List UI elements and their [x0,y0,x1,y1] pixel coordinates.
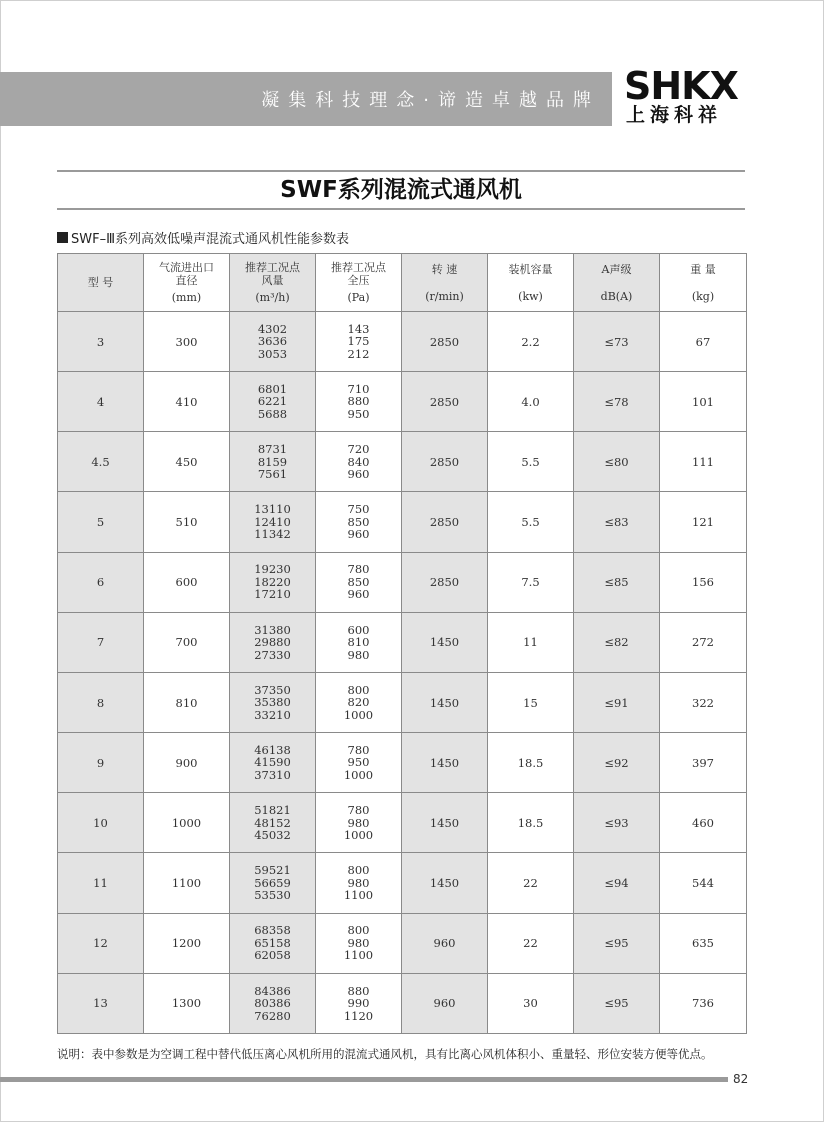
cell-power: 18.5 [488,733,574,793]
cell-pressure-value: 175 [347,334,370,349]
cell-model: 4 [58,372,144,432]
cell-pressure-value: 950 [347,406,370,421]
title-divider-bottom [57,208,745,210]
cell-flow-value: 33210 [254,707,291,722]
company-logo [624,64,748,128]
cell-pressure-value: 710 [347,381,370,396]
cell-flow-value: 68358 [254,923,291,938]
table-body [58,312,747,1034]
table-row [58,913,747,973]
cell-speed: 1450 [402,672,488,732]
cell-speed: 1450 [402,733,488,793]
cell-speed: 960 [402,973,488,1033]
cell-pressure-value: 780 [347,742,370,757]
cell-flow [230,853,316,913]
slogan-text: 凝集科技理念·谛造卓越品牌 [261,90,600,111]
cell-weight: 101 [660,372,747,432]
cell-pressure-value: 990 [347,996,370,1011]
cell-pressure-value: 1000 [343,707,374,722]
cell-flow-value: 3636 [257,334,288,349]
cell-flow-value: 6801 [257,381,288,396]
cell-pressure-value: 800 [347,923,370,938]
cell-speed: 2850 [402,432,488,492]
cell-pressure-value: 212 [347,346,370,361]
cell-pressure-value: 800 [347,682,370,697]
page-number: 82 [733,1072,749,1086]
cell-flow-value: 12410 [254,514,291,529]
cell-flow-value: 6221 [257,394,288,409]
cell-power: 5.5 [488,492,574,552]
cell-weight: 460 [660,793,747,853]
cell-noise: ≤85 [574,552,660,612]
cell-model: 5 [58,492,144,552]
cell-diameter: 1100 [144,853,230,913]
cell-speed: 2850 [402,492,488,552]
cell-weight: 544 [660,853,747,913]
cell-flow-value: 65158 [254,935,291,950]
header-pressure: 推荐工况点全压 (Pa) [316,254,402,312]
cell-diameter: 450 [144,432,230,492]
cell-model: 7 [58,612,144,672]
cell-pressure-value: 850 [347,514,370,529]
cell-model: 6 [58,552,144,612]
cell-noise: ≤93 [574,793,660,853]
cell-diameter: 1000 [144,793,230,853]
cell-noise: ≤73 [574,312,660,372]
cell-model: 10 [58,793,144,853]
header-weight: 重 量 (kg) [660,254,747,312]
cell-speed: 2850 [402,372,488,432]
cell-diameter: 900 [144,733,230,793]
cell-diameter: 300 [144,312,230,372]
cell-speed: 1450 [402,612,488,672]
cell-noise: ≤83 [574,492,660,552]
cell-flow-value: 8731 [257,442,288,457]
cell-power: 18.5 [488,793,574,853]
header-diameter: 气流进出口直径 (mm) [144,254,230,312]
cell-flow [230,432,316,492]
header-speed: 转 速 (r/min) [402,254,488,312]
cell-pressure [316,372,402,432]
cell-flow-value: 27330 [254,647,291,662]
cell-diameter: 1200 [144,913,230,973]
cell-flow [230,612,316,672]
cell-model: 3 [58,312,144,372]
cell-weight: 111 [660,432,747,492]
cell-diameter: 600 [144,552,230,612]
cell-flow [230,913,316,973]
cell-pressure-value: 840 [347,454,370,469]
footnote: 说明：表中参数是为空调工程中替代低压离心风机所用的混流式通风机，具有比离心风机体积小、重量轻、形位安装方便等优点。 [57,1047,713,1061]
table-caption-text: SWF–Ⅲ系列高效低噪声混流式通风机性能参数表 [71,232,350,247]
cell-weight: 67 [660,312,747,372]
cell-pressure-value: 143 [347,321,370,336]
cell-power: 7.5 [488,552,574,612]
cell-flow-value: 11342 [254,527,291,542]
cell-flow-value: 80386 [254,996,291,1011]
cell-pressure-value: 600 [347,622,370,637]
cell-pressure [316,913,402,973]
cell-model: 4.5 [58,432,144,492]
cell-noise: ≤95 [574,973,660,1033]
cell-diameter: 510 [144,492,230,552]
cell-pressure-value: 1100 [343,888,374,903]
cell-power: 5.5 [488,432,574,492]
cell-noise: ≤82 [574,612,660,672]
cell-weight: 322 [660,672,747,732]
cell-weight: 397 [660,733,747,793]
cell-flow [230,733,316,793]
cell-power: 4.0 [488,372,574,432]
cell-diameter: 410 [144,372,230,432]
cell-flow [230,492,316,552]
cell-pressure [316,612,402,672]
table-row [58,552,747,612]
cell-flow-value: 51821 [254,803,291,818]
cell-flow [230,552,316,612]
table-row [58,432,747,492]
header-banner [0,72,612,126]
table-row [58,372,747,432]
cell-flow-value: 45032 [254,828,291,843]
cell-pressure [316,672,402,732]
cell-model: 12 [58,913,144,973]
cell-pressure-value: 780 [347,562,370,577]
cell-flow-value: 37350 [254,682,291,697]
cell-pressure-value: 980 [347,935,370,950]
cell-flow-value: 7561 [257,467,288,482]
cell-flow-value: 8159 [257,454,288,469]
logo-english: SHKX [624,64,738,108]
cell-flow-value: 37310 [254,767,291,782]
header-noise: A声级 dB(A) [574,254,660,312]
cell-flow-value: 59521 [254,863,291,878]
logo-chinese: 上海科祥 [626,104,723,126]
cell-model: 11 [58,853,144,913]
cell-flow-value: 53530 [254,888,291,903]
page-title: SWF系列混流式通风机 [280,177,522,203]
cell-pressure-value: 880 [347,394,370,409]
cell-speed: 1450 [402,853,488,913]
cell-pressure-value: 1120 [343,1008,374,1023]
table-header-row [58,254,747,312]
cell-flow-value: 29880 [254,635,291,650]
cell-pressure [316,492,402,552]
cell-pressure-value: 800 [347,863,370,878]
cell-pressure-value: 1100 [343,948,374,963]
cell-pressure [316,793,402,853]
cell-power: 22 [488,853,574,913]
table-row [58,973,747,1033]
cell-flow-value: 35380 [254,695,291,710]
cell-noise: ≤94 [574,853,660,913]
cell-power: 11 [488,612,574,672]
performance-table [57,253,747,1034]
cell-pressure-value: 880 [347,983,370,998]
cell-noise: ≤95 [574,913,660,973]
cell-pressure-value: 960 [347,527,370,542]
cell-flow-value: 17210 [254,587,291,602]
cell-flow-value: 62058 [254,948,291,963]
cell-flow-value: 5688 [257,406,288,421]
cell-flow [230,672,316,732]
cell-flow [230,312,316,372]
cell-flow [230,793,316,853]
cell-noise: ≤91 [574,672,660,732]
cell-weight: 635 [660,913,747,973]
cell-pressure-value: 750 [347,502,370,517]
cell-pressure-value: 960 [347,587,370,602]
cell-pressure-value: 980 [347,815,370,830]
cell-flow-value: 13110 [254,502,291,517]
cell-pressure-value: 960 [347,467,370,482]
cell-pressure [316,973,402,1033]
cell-model: 13 [58,973,144,1033]
cell-diameter: 810 [144,672,230,732]
cell-pressure-value: 720 [347,442,370,457]
cell-weight: 121 [660,492,747,552]
cell-pressure-value: 1000 [343,828,374,843]
cell-weight: 156 [660,552,747,612]
cell-pressure-value: 850 [347,574,370,589]
cell-pressure [316,733,402,793]
cell-flow-value: 46138 [254,742,291,757]
cell-flow [230,372,316,432]
table-row [58,853,747,913]
cell-flow-value: 4302 [257,321,288,336]
cell-flow-value: 56659 [254,875,291,890]
cell-pressure [316,552,402,612]
cell-speed: 1450 [402,793,488,853]
cell-power: 2.2 [488,312,574,372]
cell-diameter: 1300 [144,973,230,1033]
cell-power: 30 [488,973,574,1033]
cell-pressure-value: 950 [347,755,370,770]
cell-speed: 960 [402,913,488,973]
cell-power: 15 [488,672,574,732]
header-model: 型 号 [58,254,144,312]
cell-weight: 736 [660,973,747,1033]
cell-pressure [316,432,402,492]
cell-weight: 272 [660,612,747,672]
cell-pressure-value: 980 [347,875,370,890]
cell-flow [230,973,316,1033]
cell-flow-value: 19230 [254,562,291,577]
cell-flow-value: 48152 [254,815,291,830]
cell-diameter: 700 [144,612,230,672]
cell-speed: 2850 [402,552,488,612]
table-row [58,793,747,853]
table-row [58,312,747,372]
cell-noise: ≤92 [574,733,660,793]
cell-flow-value: 76280 [254,1008,291,1023]
cell-flow-value: 41590 [254,755,291,770]
square-bullet-icon [57,232,68,243]
cell-flow-value: 18220 [254,574,291,589]
cell-speed: 2850 [402,312,488,372]
cell-model: 8 [58,672,144,732]
header-flow: 推荐工况点风量 (m³/h) [230,254,316,312]
table-row [58,672,747,732]
cell-pressure-value: 980 [347,647,370,662]
cell-noise: ≤78 [574,372,660,432]
table-row [58,612,747,672]
cell-pressure-value: 1000 [343,767,374,782]
table-caption [57,228,349,247]
cell-pressure [316,853,402,913]
table-row [58,492,747,552]
cell-pressure-value: 810 [347,635,370,650]
cell-pressure [316,312,402,372]
footer-bar [0,1077,728,1082]
cell-pressure-value: 780 [347,803,370,818]
cell-noise: ≤80 [574,432,660,492]
header-power: 装机容量 (kw) [488,254,574,312]
cell-pressure-value: 820 [347,695,370,710]
cell-model: 9 [58,733,144,793]
cell-flow-value: 31380 [254,622,291,637]
cell-flow-value: 3053 [257,346,288,361]
cell-flow-value: 84386 [254,983,291,998]
table-row [58,733,747,793]
cell-power: 22 [488,913,574,973]
